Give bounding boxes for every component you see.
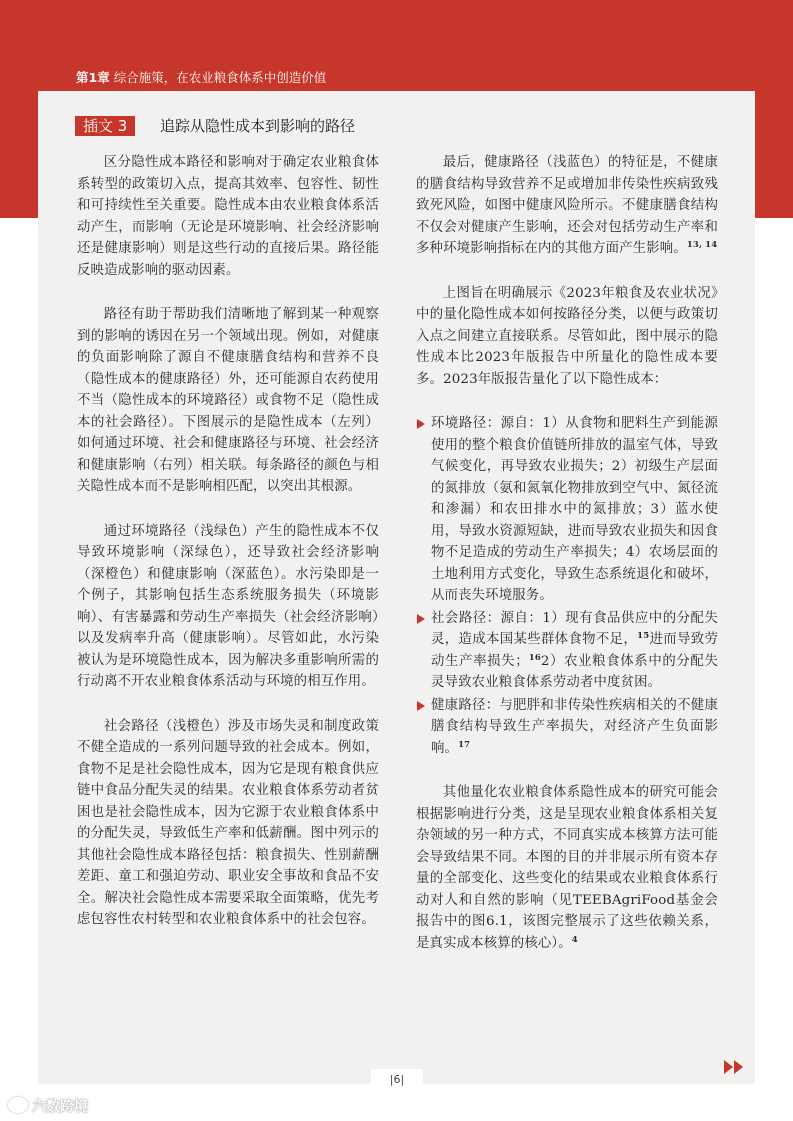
box-tag: 插文 3 xyxy=(75,116,135,136)
watermark-logo-icon xyxy=(8,1097,28,1113)
page-number: |6| xyxy=(371,1069,423,1091)
paragraph-text: 最后，健康路径（浅蓝色）的特征是，不健康的膳食结构导致营养不足或增加非传染性疾病致残致死风险，如图中健康风险所示。不健康膳食结构不仅会对健康产生影响，还会对包括劳动生产率和多种环境影响指标在内的其他方面产生影响。 xyxy=(416,155,718,256)
paragraph xyxy=(416,782,718,954)
watermark-text: 六数跨境 xyxy=(32,1099,88,1115)
left-column xyxy=(77,152,379,954)
list-item-text: 健康路径：与肥胖和非传染性疾病相关的不健康膳食结构导致生产率损失，对经济产生负面影响。 xyxy=(431,697,718,756)
bullet-arrow-icon xyxy=(417,701,425,711)
footnote-ref: 4 xyxy=(571,934,578,945)
paragraph: 通过环境路径（浅绿色）产生的隐性成本不仅导致环境影响（深绿色），还导致社会经济影响（深橙色）和健康影响（深蓝色）。水污染即是一个例子，其影响包括生态系统服务损失（环境影响）、有害暴露和劳动生产率损失（社会经济影响）以及发病率升高（健康影响）。尽管如此，水污染被认为是环境隐性成本，因为解决多重影响所需的行动离不开农业粮食体系活动与环境的相互作用。 xyxy=(77,523,379,689)
footnote-ref: 15 xyxy=(637,631,650,641)
list-item-environment xyxy=(416,413,718,607)
list-item-text: 环境路径：源自：1）从食物和肥料生产到能源使用的整个粮食价值链所排放的温室气体，导致气候变化，再导致农业损失；2）初级生产层面的氮排放（氨和氮氧化物排放到空气中、氮径流和渗漏）和农田排水中的氮排放；3）蓝水使用，导致水资源短缺，进而导致农业损失和因食物不足造成的劳动生产率损失；4）农场层面的土地利用方式变化，导致生态系统退化和破坏，从而丧失环境服务。 xyxy=(431,416,718,603)
next-page-icon[interactable] xyxy=(724,1060,744,1074)
paragraph: 上图旨在明确展示《2023年粮食及农业状况》中的量化隐性成本如何按路径分类，以便与政策切入点之间建立直接联系。尽管如此，图中展示的隐性成本比2023年版报告中所量化的隐性成本要多。2023年版报告量化了以下隐性成本： xyxy=(416,285,718,387)
paragraph: 区分隐性成本路径和影响对于确定农业粮食体系转型的政策切入点，提高其效率、包容性、韧性和可持续性至关重要。隐性成本由农业粮食体系活动产生，而影响（无论是环境影响、社会经济影响还是健康影响）则是这些行动的直接后果。路径能反映造成影响的驱动因素。 xyxy=(77,155,379,278)
box-header xyxy=(38,104,755,144)
box-title: 追踪从隐性成本到影响的路径 xyxy=(160,117,356,135)
paragraph-text: 其他量化农业粮食体系隐性成本的研究可能会根据影响进行分类，这是呈现农业粮食体系相关复杂领域的另一种方式，不同真实成本核算方法可能会导致结果不同。本图的目的并非展示所有资本存量的全部变化、这些变化的结果或农业粮食体系行动对人和自然的影响（见TEEBAgriFood基金会报告中的图6.1，该图完整展示了这些依赖关系，是真实成本核算的核心）。 xyxy=(416,785,718,951)
bullet-arrow-icon xyxy=(417,419,425,429)
hidden-cost-list xyxy=(416,413,718,759)
list-item-text: 2）农业粮食体系中的分配失灵导致农业粮食体系劳动者中度贫困。 xyxy=(431,653,718,690)
footnote-ref: 16 xyxy=(528,652,541,663)
chapter-title-text: 综合施策，在农业粮食体系中创造价值 xyxy=(113,70,327,85)
paragraph: 社会路径（浅橙色）涉及市场失灵和制度政策不健全造成的一系列问题导致的社会成本。例如，食物不足是社会隐性成本，因为它是现有粮食供应链中食品分配失灵的结果。农业粮食体系劳动者贫困也是社会隐性成本，因为它源于农业粮食体系中的分配失灵，导致低生产率和低薪酬。图中列示的其他社会隐性成本路径包括：粮食损失、性别薪酬差距、童工和强迫劳动、职业安全事故和食品不安全。解决社会隐性成本需要采取全面策略，优先考虑包容性农村转型和农业粮食体系中的社会包容。 xyxy=(77,718,379,927)
footnote-ref: 13, 14 xyxy=(686,240,718,250)
list-item-text: 社会路径：源自：1）现有食品供应中的分配失灵，造成本国某些群体食物不足， xyxy=(431,610,718,647)
list-item-text: 进而导致劳动生产率损失； xyxy=(431,632,719,669)
right-column xyxy=(416,152,718,977)
chapter-label: 第1章 xyxy=(76,70,110,85)
bullet-arrow-icon xyxy=(417,614,425,624)
footnote-ref: 17 xyxy=(458,739,471,750)
list-item-social xyxy=(416,608,718,694)
watermark xyxy=(8,1096,88,1116)
paragraph: 路径有助于帮助我们清晰地了解到某一种观察到的影响的诱因在另一个领域出现。例如，对健康的负面影响除了源自不健康膳食结构和营养不良（隐性成本的健康路径）外，还可能源自农药使用不当（隐性成本的环境路径）或食物不足（隐性成本的社会路径）。下图展示的是隐性成本（左列）如何通过环境、社会和健康路径与环境、社会经济和健康影响（右列）相关联。每条路径的颜色与相关隐性成本而不是影响相匹配，以突出其根源。 xyxy=(77,307,379,494)
list-item-health xyxy=(416,695,718,760)
chapter-title xyxy=(76,68,326,86)
paragraph xyxy=(416,152,718,260)
